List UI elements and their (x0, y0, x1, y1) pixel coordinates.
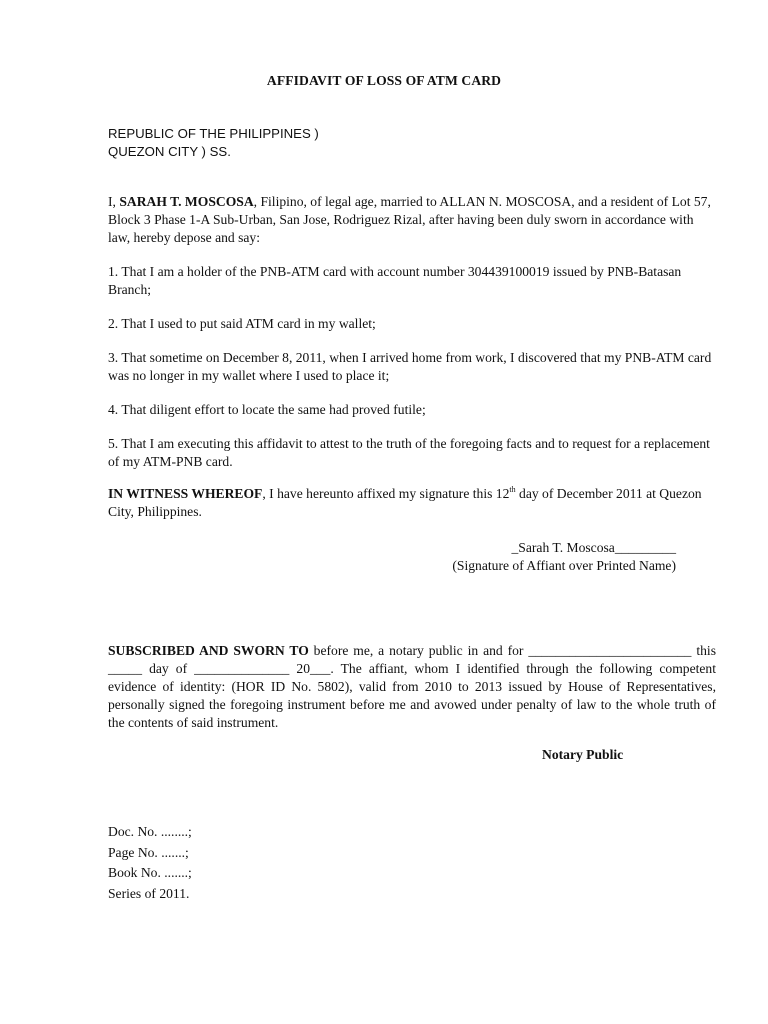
jurat-paragraph (108, 642, 716, 732)
jurat-lead: SUBSCRIBED AND SWORN TO (108, 643, 309, 658)
intro-text: , Filipino, of legal age, married to ALLAN N. MOSCOSA, and a resident of Lot 57, Block 3 Phase 1-A Sub-Urban, San Jose, Rodriguez Rizal, after having been duly sworn in accordance with law, hereby depose and say: (108, 194, 711, 245)
witness-text-2: day of December 2011 at Quezon City, Philippines. (108, 486, 702, 519)
page-no: Page No. .......; (108, 844, 189, 860)
doc-no: Doc. No. ........; (108, 824, 192, 839)
series-no: Series of 2011. (108, 885, 190, 901)
witness-day-suffix: th (509, 485, 516, 494)
witness-paragraph (108, 485, 716, 521)
intro-paragraph (108, 193, 716, 247)
item-4: 4. That diligent effort to locate the same had proved futile; (108, 402, 426, 417)
doc-numbers-block (108, 822, 192, 904)
venue-line-republic: REPUBLIC OF THE PHILIPPINES ) (108, 126, 319, 141)
witness-text-1: , I have hereunto affixed my signature this 12 (262, 486, 510, 501)
notary-public-label: Notary Public (542, 747, 624, 762)
affiant-name: SARAH T. MOSCOSA (119, 194, 254, 209)
item-5: 5. That I am executing this affidavit to attest to the truth of the foregoing facts and to request for a replacement of my ATM-PNB card. (108, 436, 710, 469)
item-3: 3. That sometime on December 8, 2011, when I arrived home from work, I discovered that my PNB-ATM card was no longer in my wallet where I used to place it; (108, 350, 712, 383)
venue-block (108, 125, 319, 161)
intro-prefix: I, (108, 194, 120, 209)
document-title: AFFIDAVIT OF LOSS OF ATM CARD (266, 73, 502, 88)
book-no: Book No. .......; (108, 865, 192, 880)
signature-caption: (Signature of Affiant over Printed Name) (452, 558, 676, 573)
witness-lead: IN WITNESS WHEREOF (108, 486, 263, 501)
jurat-text: before me, a notary public in and for ________________________ this _____ day of ______________ 20___. The affiant, whom I identified through the following competent evidence of identity: (HOR ID No. 5802), valid from 2010 to 2013 issued by House of Representatives, personally signed the foregoing instrument before me and avowed under penalty of law to the whole truth of the contents of said instrument. (108, 643, 716, 730)
venue-line-city: QUEZON CITY ) SS. (108, 144, 231, 159)
item-2: 2. That I used to put said ATM card in my wallet; (108, 316, 376, 331)
item-1: 1. That I am a holder of the PNB-ATM card with account number 304439100019 issued by PNB-Batasan Branch; (108, 264, 682, 297)
signature-block (452, 539, 676, 575)
signature-name-line: _Sarah T. Moscosa_________ (511, 540, 676, 555)
